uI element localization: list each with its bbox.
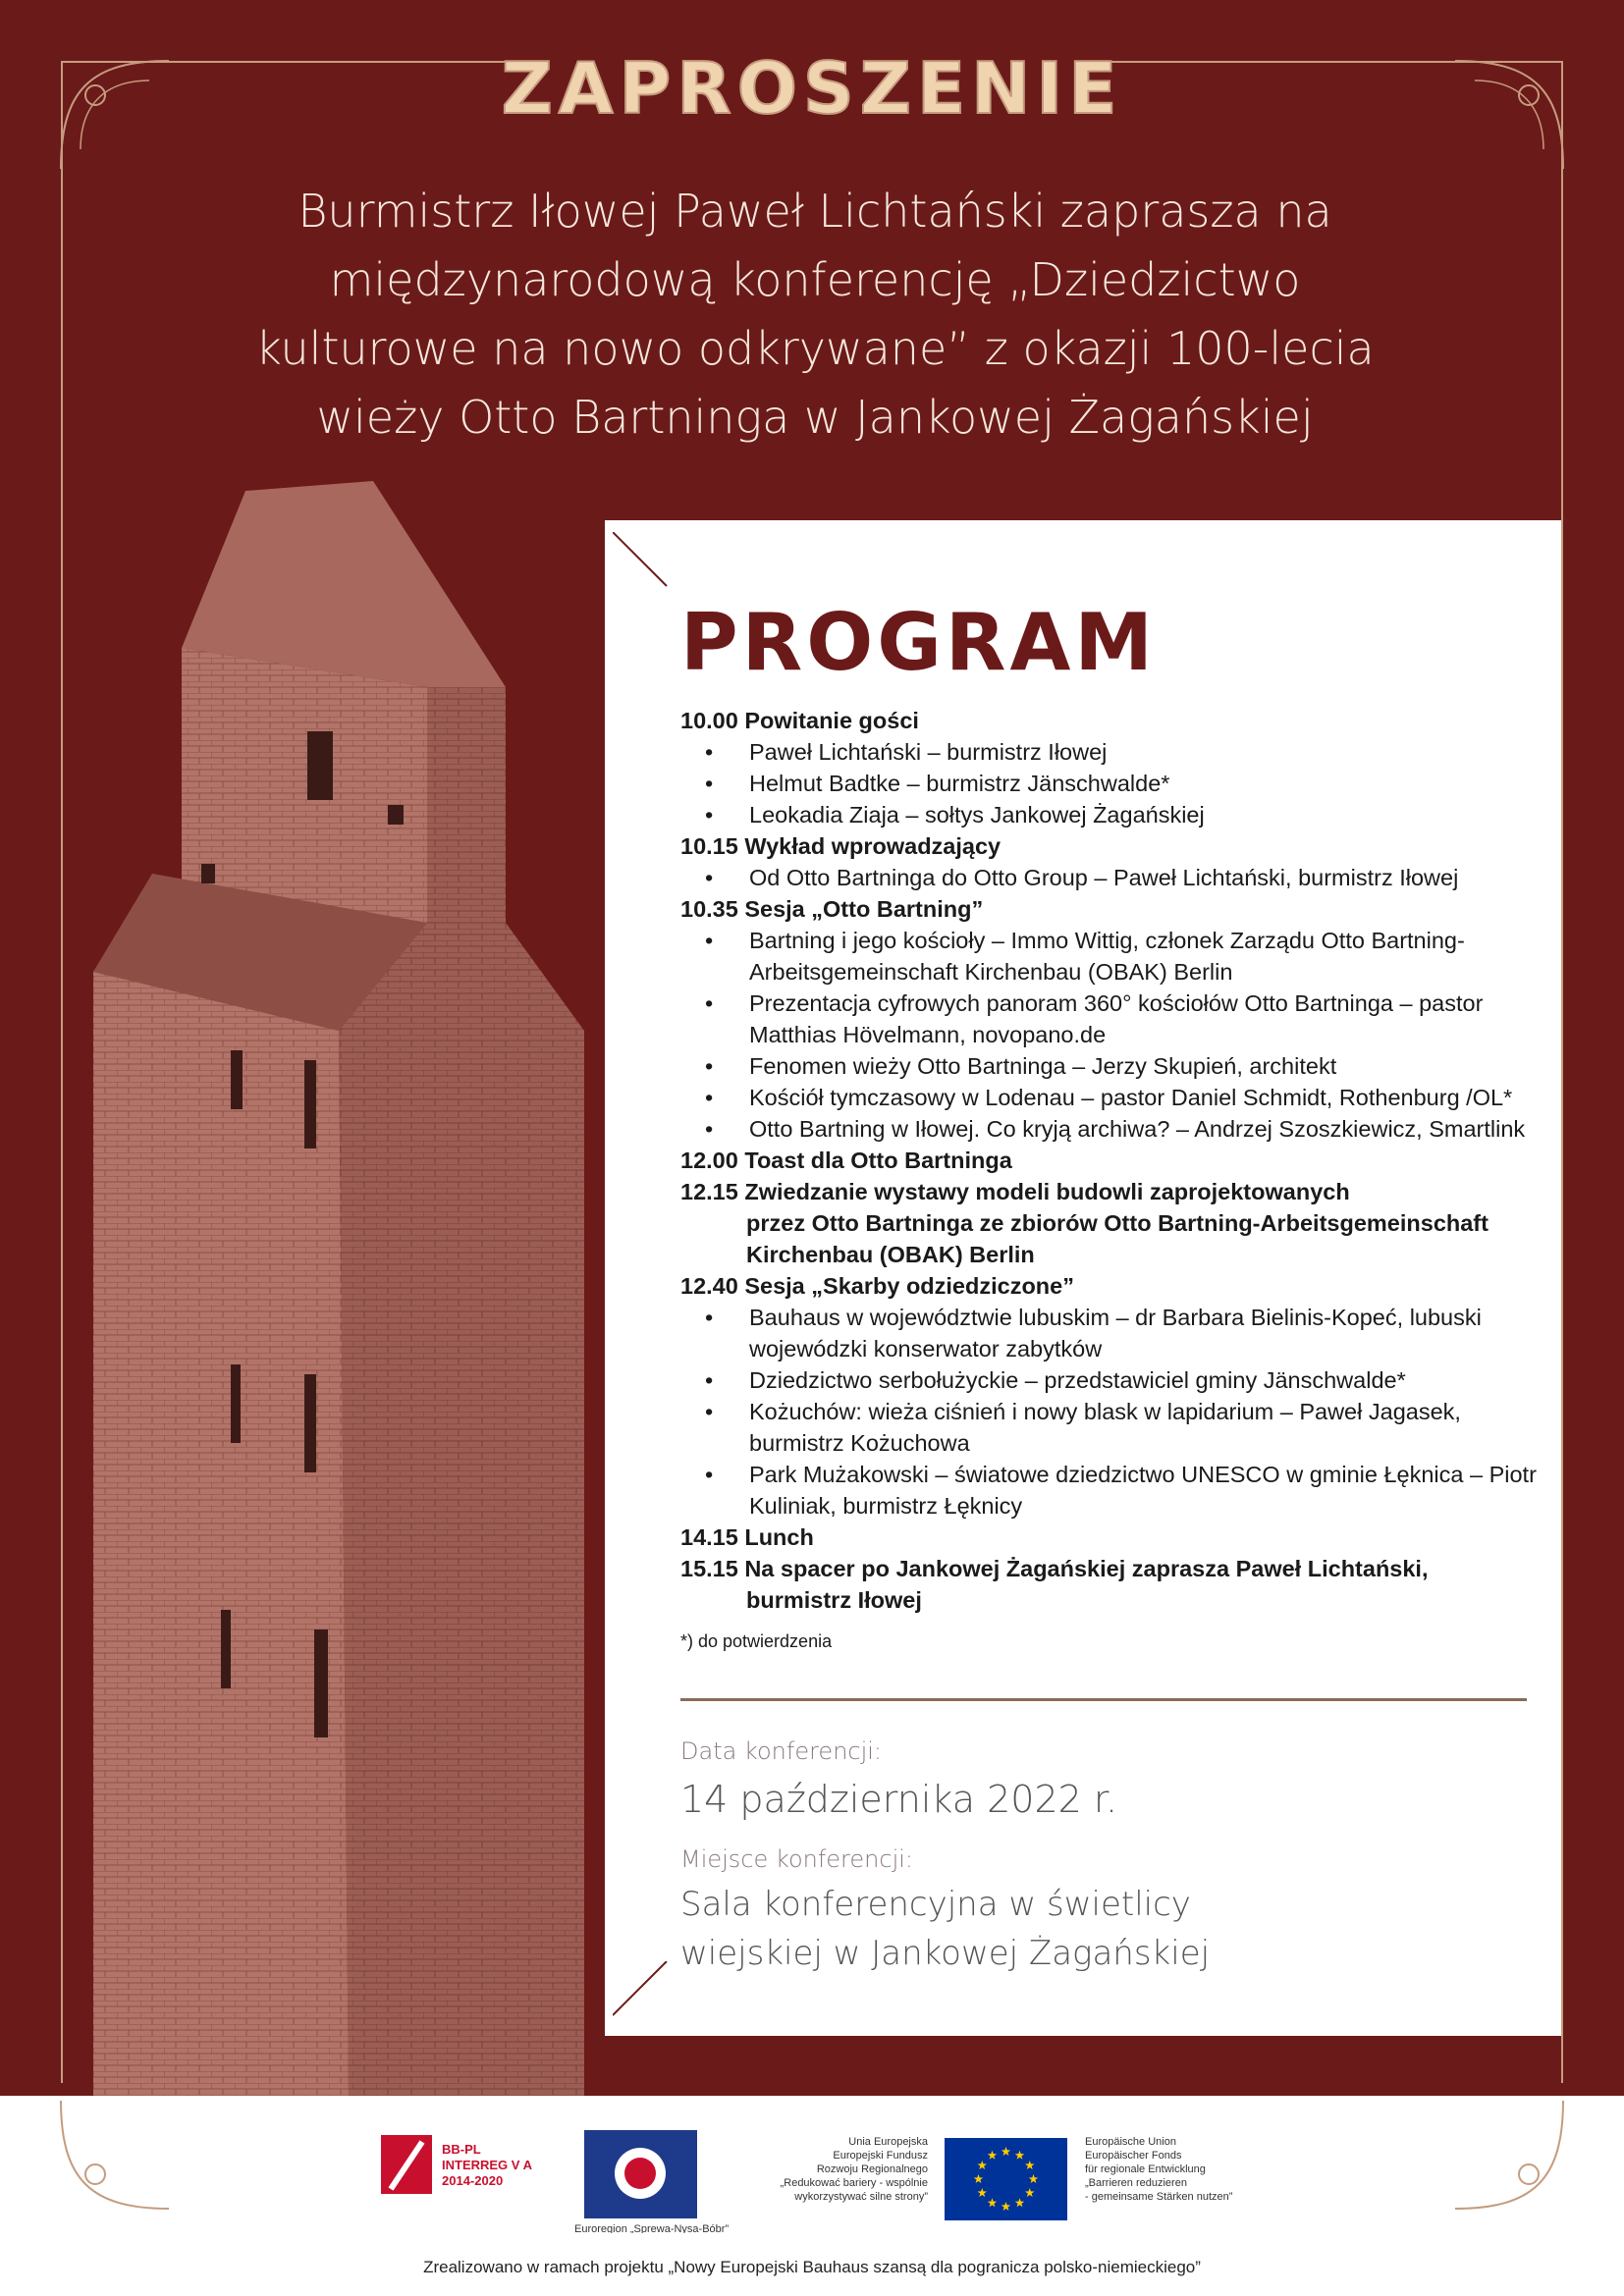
eu-line: wykorzystywać silne strony” xyxy=(794,2191,928,2203)
list-item: • Dziedzictwo serbołużyckie – przedstawiciel gminy Jänschwalde* xyxy=(680,1364,1544,1396)
list-item: • Park Mużakowski – światowe dziedzictwo UNESCO w gminie Łęknica – Piotr Kuliniak, burmistrz Łęknicy xyxy=(680,1459,1544,1522)
tower-illustration xyxy=(93,481,623,2096)
eu-line: „Barrieren reduzieren xyxy=(1085,2177,1187,2189)
eu-line: Europejski Fundusz xyxy=(833,2150,928,2162)
list-item: • Fenomen wieży Otto Bartninga – Jerzy Skupień, architekt xyxy=(680,1050,1544,1082)
eu-line: Unia Europejska xyxy=(848,2136,928,2148)
euroregion-logo xyxy=(574,2130,781,2237)
session-heading-line: 15.15 Na spacer po Jankowej Żagańskiej zaprasza Paweł Lichtański, xyxy=(680,1556,1429,1581)
session-heading: 14.15 Lunch xyxy=(680,1524,814,1550)
intro-text xyxy=(177,177,1453,452)
eu-line: für regionale Entwicklung xyxy=(1085,2163,1206,2175)
list-item: • Prezentacja cyfrowych panoram 360° kościołów Otto Bartninga – pastor Matthias Hövelmann, novopano.de xyxy=(680,988,1544,1050)
place-line: wiejskiej w Jankowej Żagańskiej xyxy=(680,1934,1211,1973)
eu-line: Rozwoju Regionalnego xyxy=(816,2163,928,2175)
session-heading: 12.40 Sesja „Skarby odziedziczone” xyxy=(680,1273,1074,1299)
session-heading: 10.35 Sesja „Otto Bartning” xyxy=(680,896,984,922)
list-item: • Helmut Badtke – burmistrz Jänschwalde* xyxy=(680,768,1544,799)
frame-right-line xyxy=(1561,61,1563,2083)
eu-text-de xyxy=(1085,2135,1281,2204)
session-heading-line: burmistrz Iłowej xyxy=(746,1587,922,1613)
program-list xyxy=(680,705,1544,1657)
list-item: • Od Otto Bartninga do Otto Group – Paweł Lichtański, burmistrz Iłowej xyxy=(680,862,1544,893)
place-line: Sala konferencyjna w świetlicy xyxy=(680,1885,1191,1924)
place-label: Miejsce konferencji: xyxy=(680,1845,913,1873)
date-value: 14 października 2022 r. xyxy=(680,1778,1118,1821)
place-value xyxy=(680,1880,1210,1978)
interreg-logo xyxy=(381,2130,558,2203)
interreg-line: 2014-2020 xyxy=(442,2173,504,2188)
interreg-line: INTERREG V A xyxy=(442,2158,532,2172)
intro-line: wieży Otto Bartninga w Jankowej Żagańskiej xyxy=(316,391,1314,444)
intro-line: Burmistrz Iłowej Paweł Lichtański zaprasza na xyxy=(298,185,1332,238)
list-item: • Bartning i jego kościoły – Immo Wittig, członek Zarządu Otto Bartning-Arbeitsgemeinschaft Kirchenbau (OBAK) Berlin xyxy=(680,925,1544,988)
corner-ornament-icon xyxy=(51,2091,179,2218)
session-heading: 12.00 Toast dla Otto Bartninga xyxy=(680,1148,1012,1173)
corner-ornament-icon xyxy=(1445,2091,1573,2218)
page-title: ZAPROSZENIE xyxy=(501,47,1123,130)
session-heading xyxy=(680,1176,1544,1270)
intro-line: kulturowe na nowo odkrywane” z okazji 100-lecia xyxy=(255,322,1375,375)
list-item: • Kościół tymczasowy w Lodenau – pastor Daniel Schmidt, Rothenburg /OL* xyxy=(680,1082,1544,1113)
eu-line: Europäischer Fonds xyxy=(1085,2150,1182,2162)
list-item: • Leokadia Ziaja – sołtys Jankowej Żagańskiej xyxy=(680,799,1544,830)
session-heading-line: 12.15 Zwiedzanie wystawy modeli budowli zaprojektowanych xyxy=(680,1179,1350,1204)
interreg-line: BB-PL xyxy=(442,2142,481,2157)
list-item: • Kożuchów: wieża ciśnień i nowy blask w lapidarium – Paweł Jagasek, burmistrz Kożuchowa xyxy=(680,1396,1544,1459)
list-item: • Otto Bartning w Iłowej. Co kryją archiwa? – Andrzej Szoszkiewicz, Smartlink xyxy=(680,1113,1544,1145)
eu-line: „Redukować bariery - wspólnie xyxy=(780,2177,928,2189)
frame-left-line xyxy=(61,61,63,2083)
program-title: PROGRAM xyxy=(680,597,1158,688)
session-heading xyxy=(680,1553,1544,1616)
footer-text: Zrealizowano w ramach projektu „Nowy Europejski Bauhaus szansą dla pogranicza polsko-niemieckiego” xyxy=(423,2258,1201,2276)
list-item: • Bauhaus w województwie lubuskim – dr Barbara Bielinis-Kopeć, lubuski wojewódzki konserwator zabytków xyxy=(680,1302,1544,1364)
eu-line: - gemeinsame Stärken nutzen” xyxy=(1085,2191,1233,2203)
list-item: • Paweł Lichtański – burmistrz Iłowej xyxy=(680,736,1544,768)
session-items xyxy=(680,1302,1544,1522)
eu-flag-icon xyxy=(945,2138,1067,2220)
session-items xyxy=(680,925,1544,1145)
program-card xyxy=(605,520,1561,2036)
corner-line-icon xyxy=(613,532,672,591)
corner-line-icon xyxy=(613,1961,672,2020)
divider xyxy=(680,1698,1527,1701)
session-items xyxy=(680,736,1544,830)
eu-text-pl xyxy=(756,2135,928,2204)
session-heading: 10.15 Wykład wprowadzający xyxy=(680,833,1001,859)
session-heading-line: przez Otto Bartninga ze zbiorów Otto Bartning-Arbeitsgemeinschaft xyxy=(746,1210,1489,1236)
session-items xyxy=(680,862,1544,893)
date-label: Data konferencji: xyxy=(680,1737,883,1765)
session-heading: 10.00 Powitanie gości xyxy=(680,708,919,733)
eu-line: Europäische Union xyxy=(1085,2136,1176,2148)
intro-line: międzynarodową konferencję „Dziedzictwo xyxy=(329,253,1301,306)
footnote: *) do potwierdzenia xyxy=(680,1631,833,1651)
session-heading-line: Kirchenbau (OBAK) Berlin xyxy=(746,1242,1035,1267)
euroregion-label: Euroregion „Sprewa-Nysa-Bóbr” xyxy=(574,2223,730,2233)
